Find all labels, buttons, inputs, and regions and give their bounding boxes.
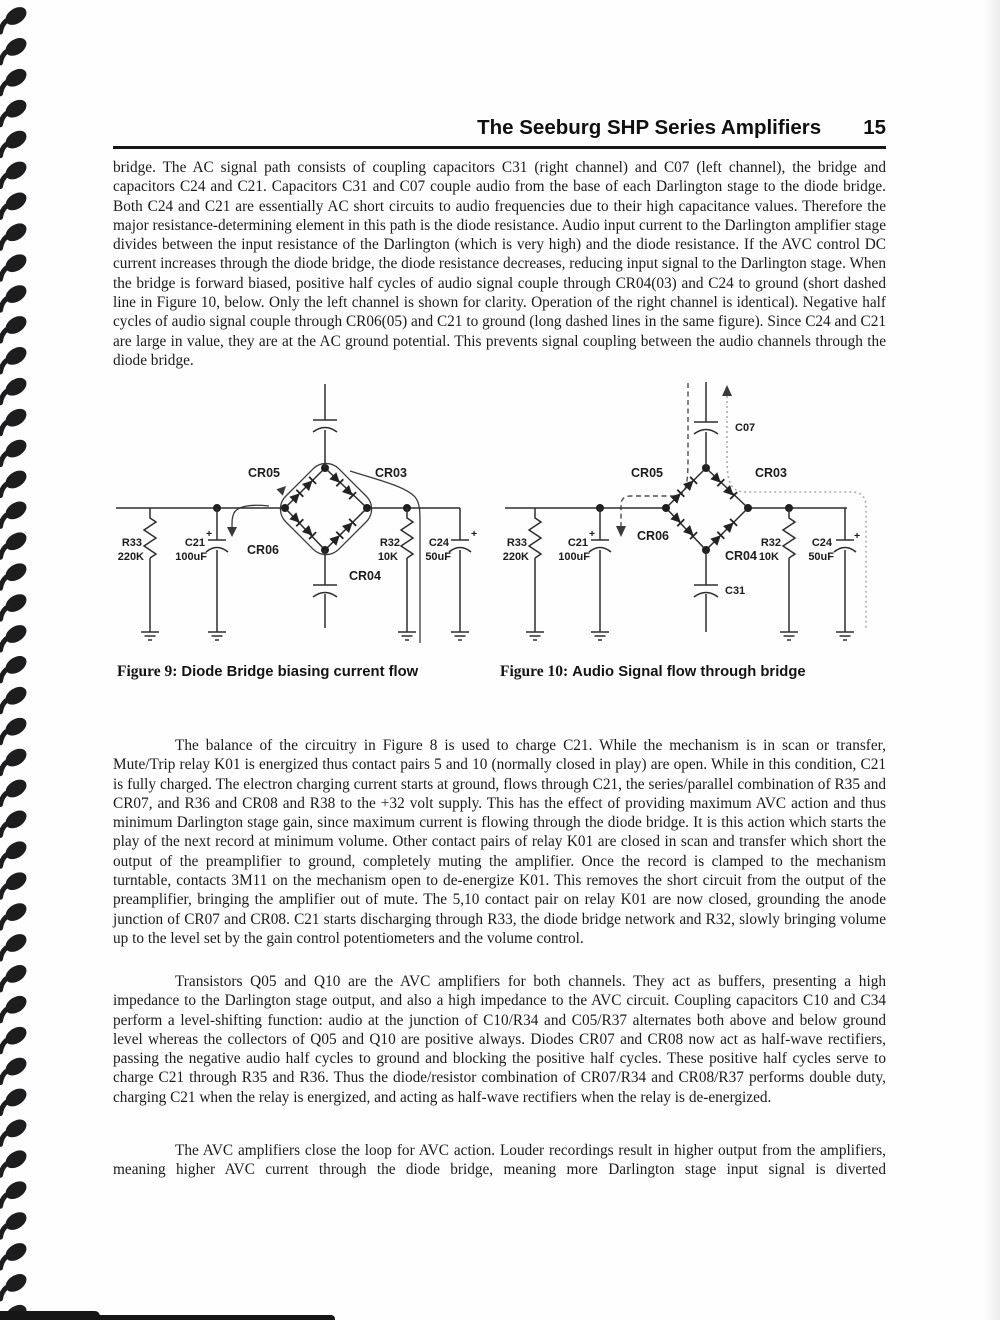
figure-10-caption [500,663,806,681]
label-r32-value: 10K [758,551,779,563]
capacitor-c24 [449,508,471,640]
bias-current-loop [273,456,379,562]
figure-9-caption [117,663,418,681]
label-c24-value: 50uF [808,551,834,563]
capacitor-c07 [694,382,718,468]
paragraph-4: The AVC amplifiers close the loop for AVC action. Louder recordings result in higher output from the amplifiers, meaning higher AVC current through the diode bridge, meaning more Darlington stage input signal is diverted [113,1142,886,1179]
label-c24-plus: + [471,528,478,540]
label-cr05: CR05 [248,466,280,480]
down-arrow-icon [227,527,237,537]
label-r33: R33 [121,537,142,549]
bottom-capacitor [313,550,337,628]
label-c21-value: 100uF [175,551,207,563]
label-c31: C31 [725,585,746,597]
paragraph-3: Transistors Q05 and Q10 are the AVC amplifiers for both channels. They act as buffers, presenting a high impedance to the Darlington stage output, and also a high impedance to the AVC circuit. Coupling capacitors C10 and C34 perform a level-shifting function: audio at the junction of C10/R34 and C05/R37 alternates both above and below ground level whereas the collectors of Q05 and Q10 are positive always. Diodes CR07 and CR08 now act as half-wave rectifiers, passing the negative audio half cycles to ground and blocking the positive half cycles. These positive half cycles serve to charge C21 through R35 and R36. Thus the diode/resistor combination of CR07/R34 and CR08/R37 performs double duty, charging C21 when the relay is energized, and acting as half-wave rectifiers when the relay is de-energized. [113,973,886,1106]
resistor-r33 [141,508,159,640]
figure-10-audio-flow-schematic [495,380,895,660]
label-c21-plus: + [206,528,213,540]
capacitor-c24 [834,508,856,640]
label-cr05: CR05 [631,466,663,480]
figure-9-caption-label: Figure 9: [117,663,178,680]
label-r33-value: 220K [502,551,529,563]
spiral-binding [0,0,42,1320]
resistor-r32 [398,504,416,640]
capacitor-c21 [589,504,611,640]
label-c07: C07 [735,422,756,434]
label-c24: C24 [811,537,832,549]
capacitor-c21 [206,504,228,640]
label-c24-plus: + [854,530,861,542]
label-r32: R32 [379,537,400,549]
label-cr03: CR03 [755,466,787,480]
label-r33-value: 220K [117,551,144,563]
short-dash-flow-path [621,383,688,527]
scan-edge-shadow [984,0,1000,1320]
label-cr06: CR06 [637,529,669,543]
down-arrow-icon [616,526,626,537]
label-c24: C24 [428,537,449,549]
figure-10-caption-text: Audio Signal flow through bridge [572,664,806,680]
label-c21-value: 100uF [558,551,590,563]
resistor-r33 [526,508,544,640]
resistor-r32 [780,504,798,640]
paragraph-2: The balance of the circuitry in Figure 8 is used to charge C21. While the mechanism is in scan or transfer, Mute/Trip relay K01 is energized thus contact pairs 5 and 10 (normally closed in play) are open. While in this condition, C21 is fully charged. The electron charging current starts at ground, flows through C21, the series/parallel combination of R35 and CR07, and R36 and CR08 and R38 to the +32 volt supply. This has the effect of providing maximum AVC action and thus minimum Darlington stage gain, since maximum current is flowing through the diode bridge. It is this action which starts the play of the next record at minimum volume. Other contact pairs of relay K01 are closed in scan and transfer which short the output of the preamplifier to ground, completely muting the amplifier. Once the record is clamped to the mechanism turntable, contacts 3M11 on the mechanism open to de-energize K01. This removes the short circuit from the output of the preamplifier, bringing the amplifier out of mute. The 5,10 contact pair on relay K01 are now closed, grounding the anode junction of CR07 and CR08. C21 starts discharging through R33, the diode bridge network and R32, slowly bringing volume up to the level set by the gain control potentiometers and the volume control. [113,737,886,947]
label-cr04: CR04 [349,569,381,583]
up-arrow-icon [276,486,286,496]
label-c21: C21 [567,537,588,549]
top-capacitor [313,384,337,468]
label-r32: R32 [760,537,781,549]
figure-9-caption-text: Diode Bridge biasing current flow [181,664,419,680]
label-c21-plus: + [589,528,596,540]
label-r32-value: 10K [377,551,398,563]
paragraph-1: bridge. The AC signal path consists of coupling capacitors C31 (right channel) and C07 (left channel), the bridge and capacitors C24 and C21. Capacitors C31 and C07 couple audio from the base of each Darlington stage to the diode bridge. Both C24 and C21 are essentially AC short circuits to audio frequencies due to their high capacitance values. Therefore the major resistance-determining element in this path is the diode resistance. Audio input current to the Darlington amplifier stage divides between the input resistance of the Darlington (which is very high) and the diode resistance. If the AVC control DC current increases through the diode bridge, the diode resistance decreases, reducing input signal to the Darlington stage. When the bridge is forward biased, positive half cycles of audio signal couple through CR04(03) and C24 to ground (short dashed line in Figure 10, below. Only the left channel is shown for clarity. Operation of the right channel is identical). Negative half cycles of audio signal couple through CR06(05) and C21 to ground (long dashed lines in the same figure). Since C24 and C21 are large in value, they are at the AC ground potential. This prevents signal coupling between the audio channels through the diode bridge. [113,159,886,369]
label-c21: C21 [184,537,205,549]
up-arrow-icon [722,385,732,396]
label-cr03: CR03 [375,466,407,480]
scan-bottom-corner [0,1311,100,1320]
header-rule [113,146,886,149]
label-cr04: CR04 [725,549,757,563]
figure-9-diode-bridge-schematic [110,380,488,660]
label-c24-value: 50uF [425,551,451,563]
page-header [113,116,886,140]
capacitor-c31 [694,550,718,632]
page-number: 15 [863,116,886,139]
label-r33: R33 [506,537,527,549]
label-cr06: CR06 [247,543,279,557]
page-title: The Seeburg SHP Series Amplifiers [477,116,822,139]
figure-10-caption-label: Figure 10: [500,663,569,680]
